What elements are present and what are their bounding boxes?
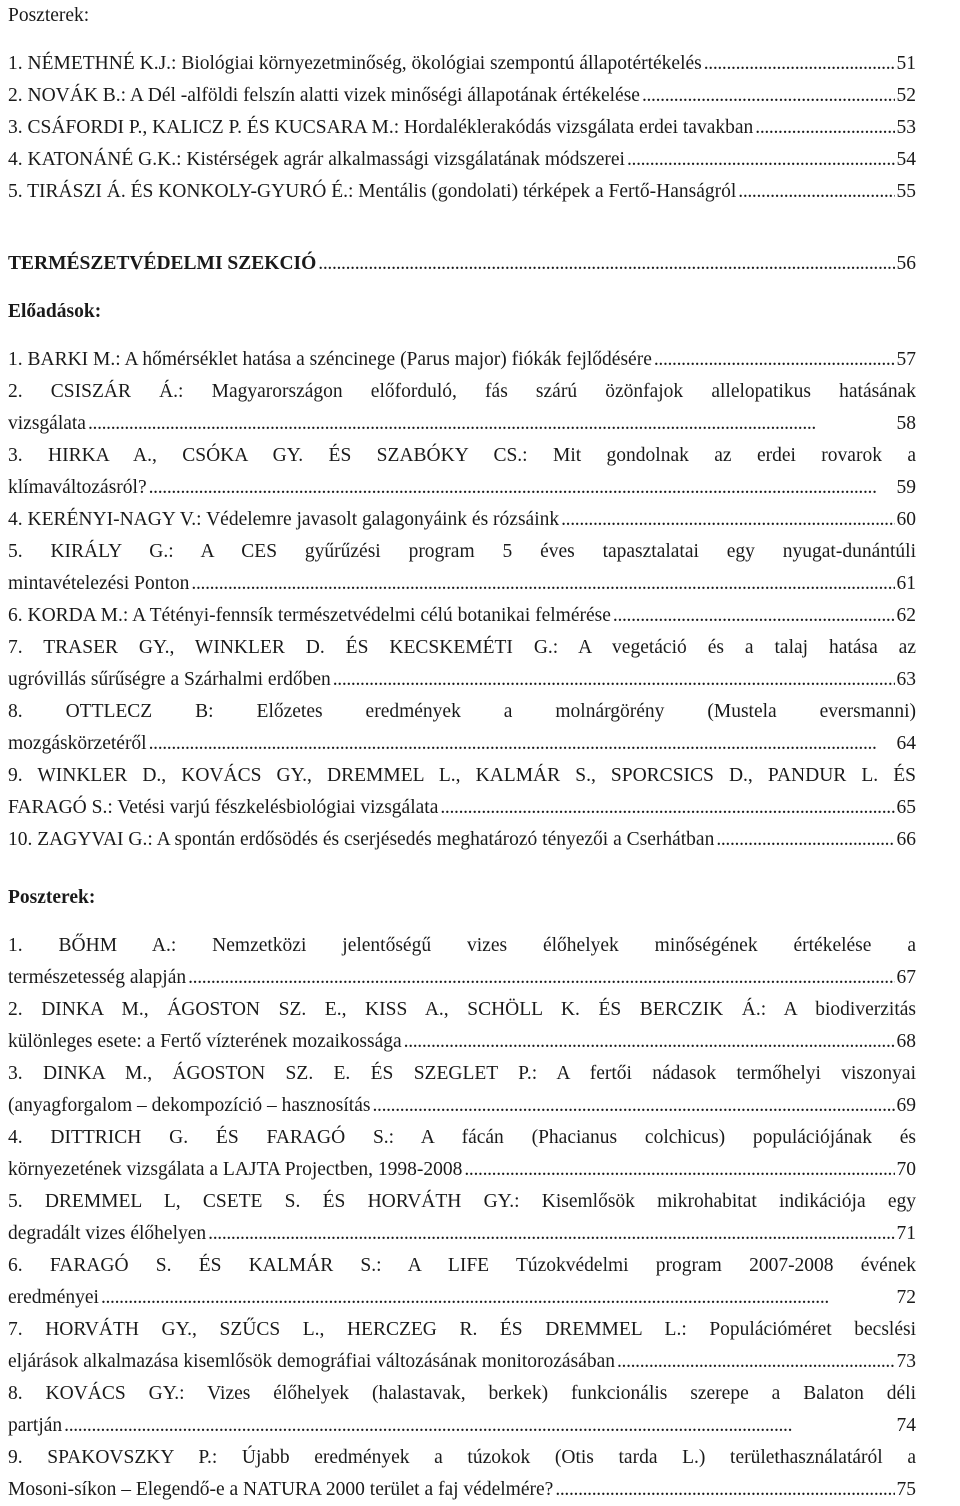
leader-dots [188,962,894,994]
top-posters-heading: Poszterek: [8,5,90,26]
toc-entry[interactable] [8,760,916,824]
page-number: 71 [896,1223,916,1244]
leader-dots [333,664,895,696]
page-number: 73 [896,1351,916,1372]
page-number: 54 [896,149,916,170]
section-title-entry[interactable] [8,248,916,280]
toc-entry[interactable] [8,176,916,208]
entry-text-line: 2. CSISZÁR Á.: Magyarországon előforduló, fás szárú özönfajok allelopatikus hatásának [8,381,916,402]
entry-text-line: 8. KOVÁCS GY.: Vizes élőhelyek (halastavak, berkek) funkcionális szerepe a Balaton déli [8,1383,916,1404]
toc-entry[interactable] [8,1186,916,1250]
toc-entry[interactable] [8,1442,916,1506]
entry-text: vizsgálata [8,413,86,434]
entry-text: Mosoni-síkon – Elegendő-e a NATURA 2000 terület a faj védelmére? [8,1479,554,1500]
toc-entry[interactable] [8,1314,916,1378]
leader-dots [149,728,895,760]
toc-entry[interactable] [8,536,916,600]
leader-dots [704,48,895,80]
leader-dots [716,824,894,856]
entry-text: ugróvillás sűrűségre a Szárhalmi erdőben [8,669,331,690]
entry-text-line: 5. KIRÁLY G.: A CES gyűrűzési program 5 éves tapasztalatai egy nyugat-dunántúli [8,541,916,562]
leader-dots [440,792,894,824]
entry-text: FARAGÓ S.: Vetési varjú fészkelésbiológiai vizsgálata [8,797,439,818]
leader-dots [555,1474,894,1506]
entry-text: (anyagforgalom – dekompozíció – hasznosítás [8,1095,371,1116]
entry-text: eredményei [8,1287,99,1308]
page-number: 65 [896,797,916,818]
top-posters-list [8,48,916,208]
leader-dots [149,472,895,504]
leader-dots [318,248,894,280]
leader-dots [654,344,895,376]
entry-text: mozgáskörzetéről [8,733,147,754]
page-number: 62 [896,605,916,626]
leader-dots [404,1026,895,1058]
leader-dots [191,568,894,600]
leader-dots [642,80,895,112]
page-number: 68 [896,1031,916,1052]
posters-list [8,930,916,1506]
entry-text-line: 3. DINKA M., ÁGOSTON SZ. E. ÉS SZEGLET P.: A fertői nádasok termőhelyi viszonyai [8,1063,916,1084]
posters-heading: Poszterek: [8,887,96,908]
toc-entry[interactable] [8,1250,916,1314]
toc-entry[interactable] [8,80,916,112]
entry-text: mintavételezési Ponton [8,573,190,594]
leader-dots [101,1282,895,1314]
page-number: 59 [896,477,916,498]
leader-dots [617,1346,895,1378]
page-number: 63 [896,669,916,690]
page-number: 74 [896,1415,916,1436]
leader-dots [64,1410,894,1442]
entry-text-line: 9. SPAKOVSZKY P.: Újabb eredmények a túzokok (Otis tarda L.) területhasználatáról a [8,1447,916,1468]
toc-entry[interactable] [8,930,916,994]
entry-text-line: 3. HIRKA A., CSÓKA GY. ÉS SZABÓKY CS.: Mit gondolnak az erdei rovarok a [8,445,916,466]
entry-text: 6. KORDA M.: A Tétényi-fennsík természetvédelmi célú botanikai felmérése [8,605,611,626]
entry-text-line: 7. TRASER GY., WINKLER D. ÉS KECSKEMÉTI G.: A vegetáció és a talaj hatása az [8,637,916,658]
page-number: 69 [896,1095,916,1116]
toc-entry[interactable] [8,1058,916,1122]
page-number: 51 [896,53,916,74]
toc-entry[interactable] [8,824,916,856]
entry-text-line: 5. DREMMEL L, CSETE S. ÉS HORVÁTH GY.: Kisemlősök mikrohabitat indikációja egy [8,1191,916,1212]
entry-text: környezetének vizsgálata a LAJTA Projectben, 1998-2008 [8,1159,463,1180]
entry-text: 1. BARKI M.: A hőmérséklet hatása a széncinege (Parus major) fiókák fejlődésére [8,349,652,370]
entry-text-line: 6. FARAGÓ S. ÉS KALMÁR S.: A LIFE Túzokvédelmi program 2007-2008 évének [8,1255,916,1276]
page-number: 52 [896,85,916,106]
entry-text: 2. NOVÁK B.: A Dél -alföldi felszín alatti vizek minőségi állapotának értékelése [8,85,640,106]
entry-text: különleges esete: a Fertő vízterének mozaikossága [8,1031,402,1052]
entry-text: 4. KATONÁNÉ G.K.: Kistérségek agrár alkalmassági vizsgálatának módszerei [8,149,625,170]
toc-entry[interactable] [8,504,916,536]
entry-text: 4. KERÉNYI-NAGY V.: Védelemre javasolt galagonyáink és rózsáink [8,509,560,530]
leader-dots [627,144,895,176]
toc-entry[interactable] [8,994,916,1058]
entry-text-line: 2. DINKA M., ÁGOSTON SZ. E., KISS A., SCHÖLL K. ÉS BERCZIK Á.: A biodiverzitás [8,999,916,1020]
page-number: 67 [896,967,916,988]
toc-entry[interactable] [8,440,916,504]
lectures-heading: Előadások: [8,301,102,322]
leader-dots [755,112,894,144]
leader-dots [208,1218,894,1250]
page-number: 56 [896,253,916,274]
page-number: 72 [896,1287,916,1308]
toc-entry[interactable] [8,1122,916,1186]
leader-dots [372,1090,894,1122]
section-title: TERMÉSZETVÉDELMI SZEKCIÓ [8,253,317,274]
toc-entry[interactable] [8,600,916,632]
entry-text: partján [8,1415,63,1436]
entry-text-line: 4. DITTRICH G. ÉS FARAGÓ S.: A fácán (Phacianus colchicus) populációjának és [8,1127,916,1148]
entry-text: eljárások alkalmazása kisemlősök demográfiai változásának monitorozásában [8,1351,615,1372]
toc-entry[interactable] [8,144,916,176]
page-number: 55 [896,181,916,202]
leader-dots [561,504,894,536]
leader-dots [88,408,895,440]
entry-text: degradált vizes élőhelyen [8,1223,207,1244]
entry-text: 1. NÉMETHNÉ K.J.: Biológiai környezetminőség, ökológiai szempontú állapotértékelés [8,53,702,74]
entry-text-line: 9. WINKLER D., KOVÁCS GY., DREMMEL L., KALMÁR S., SPORCSICS D., PANDUR L. ÉS [8,765,916,786]
page-number: 53 [896,117,916,138]
entry-text: természetesség alapján [8,967,187,988]
entry-text: 10. ZAGYVAI G.: A spontán erdősödés és cserjésedés meghatározó tényezői a Cserhátban [8,829,715,850]
entry-text-line: 8. OTTLECZ B: Előzetes eredmények a molnárgörény (Mustela eversmanni) [8,701,916,722]
entry-text-line: 1. BŐHM A.: Nemzetközi jelentőségű vizes élőhelyek minőségének értékelése a [8,935,916,956]
entry-text: klímaváltozásról? [8,477,147,498]
page-number: 70 [896,1159,916,1180]
page-number: 66 [896,829,916,850]
entry-text-line: 7. HORVÁTH GY., SZŰCS L., HERCZEG R. ÉS DREMMEL L.: Populációméret becslési [8,1319,916,1340]
leader-dots [613,600,895,632]
toc-entry[interactable] [8,48,916,80]
page-number: 75 [896,1479,916,1500]
toc-entry[interactable] [8,1378,916,1442]
toc-entry[interactable] [8,632,916,696]
page-number: 61 [896,573,916,594]
entry-text: 3. CSÁFORDI P., KALICZ P. ÉS KUCSARA M.: Hordaléklerakódás vizsgálata erdei tavakban [8,117,754,138]
toc-entry[interactable] [8,696,916,760]
page-number: 57 [896,349,916,370]
page-number: 60 [896,509,916,530]
toc-entry[interactable] [8,112,916,144]
toc-entry[interactable] [8,344,916,376]
leader-dots [464,1154,894,1186]
toc-entry[interactable] [8,376,916,440]
lectures-list [8,344,916,856]
leader-dots [738,176,894,208]
page-number: 58 [896,413,916,434]
page-number: 64 [896,733,916,754]
entry-text: 5. TIRÁSZI Á. ÉS KONKOLY-GYURÓ É.: Mentális (gondolati) térképek a Fertő-Hanságról [8,181,737,202]
